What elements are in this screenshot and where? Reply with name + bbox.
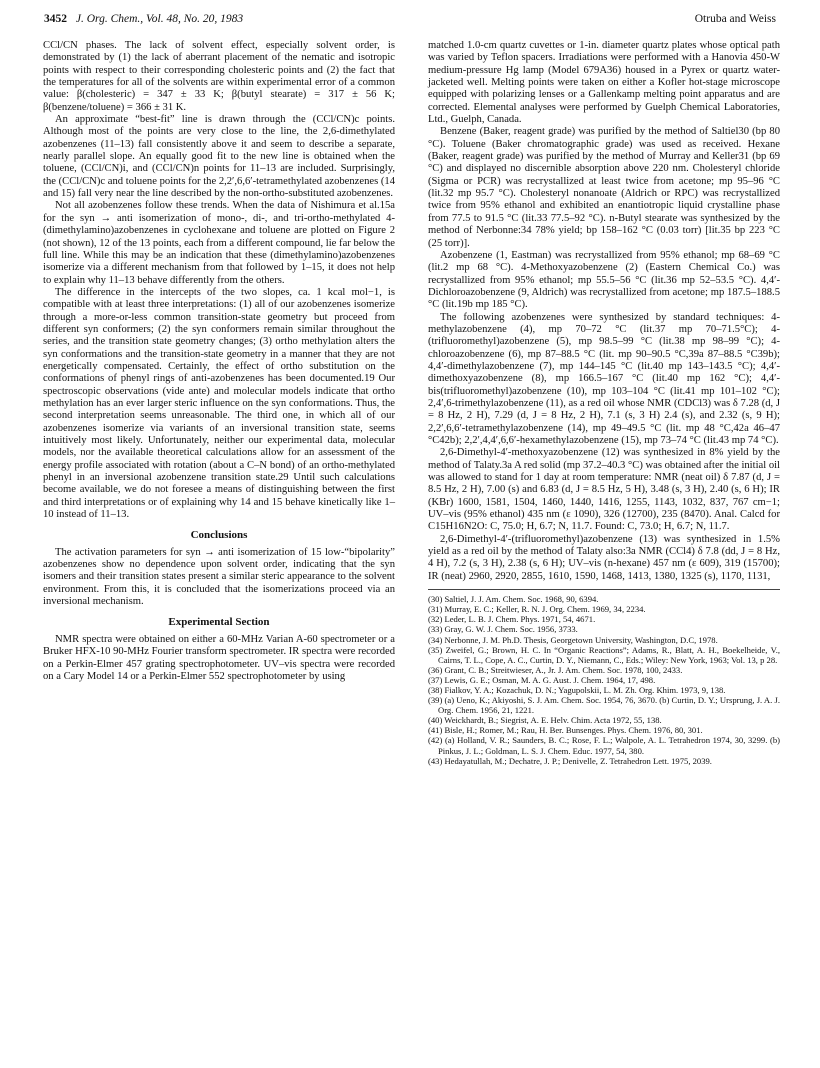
page-header <box>44 13 776 29</box>
left-column <box>43 40 395 683</box>
experimental-heading: Experimental Section <box>168 616 270 629</box>
reference-item: (39) (a) Ueno, K.; Akiyoshi, S. J. Am. Chem. Soc. 1954, 76, 3670. (b) Curtin, D. Y.; Ursprung, J. A. J. Org. Chem. 1956, 21, 1221. <box>428 695 780 716</box>
journal-citation: J. Org. Chem., Vol. 48, No. 20, 1983 <box>75 13 244 25</box>
header-left <box>44 13 243 25</box>
reference-item: (32) Leder, L. B. J. Chem. Phys. 1971, 54, 4671. <box>428 614 596 625</box>
paragraph: CCl/CN phases. The lack of solvent effect, especially solvent order, is demonstrated by (1) the lack of aberrant placement of the nematic and isotropic points with respect to their corresponding cholesteric points and (2) the fact that the temperatures for all of the solvents are within experimental error of a common value: β(cholesteric) = 347 ± 33 K; β(butyl stearate) = 317 ± 56 K; β(benzene/toluene) = 366 ± 31 K. <box>43 40 395 113</box>
paragraph: 2,6-Dimethyl-4′-(trifluoromethyl)azobenzene (13) was synthesized in 1.5% yield as a red oil by the method of Talaty also:3a NMR (CCl4) δ 7.8 (dd, J = 8 Hz, 4 H), 7.2 (s, 3 H), 2.38 (s, 6 H); UV–vis (n-hexane) 457 nm (ε 609), 319 (15700); IR (neat) 2960, 2920, 2855, 1610, 1590, 1468, 1413, 1380, 1325 (s), 1170, 1131, <box>428 533 780 582</box>
page-number: 3452 <box>44 13 67 25</box>
paragraph: 2,6-Dimethyl-4′-methoxyazobenzene (12) was synthesized in 8% yield by the method of Talaty.3a A red solid (mp 37.2–40.3 °C) was obtained after the initial oil was allowed to stand for 1 day at room temperature: NMR (neat oil) δ 7.87 (d, J = 8.5 Hz, 2 H), 7.00 (s) and 6.83 (d, J = 8.5 Hz, 5 H), 3.48 (s, 3 H), 2.40 (s, 6 H); IR (KBr) 1600, 1581, 1504, 1460, 1440, 1416, 1255, 1143, 1032, 837, 767 cm−1; UV–vis (95% ethanol) 435 nm (ε 1090), 326 (12700), 235 (8470). Anal. Calcd for C15H16N2O: C, 75.0; H, 6.7; N, 11.7. Found: C, 73.0; H, 6.7; N, 11.7. <box>428 447 780 533</box>
reference-item: (38) Fialkov, Y. A.; Kozachuk, D. N.; Yagupolskii, L. M. Zh. Org. Khim. 1973, 9, 138. <box>428 684 726 695</box>
reference-item: (34) Nerbonne, J. M. Ph.D. Thesis, Georgetown University, Washington, D.C, 1978. <box>428 634 718 645</box>
paragraph: Not all azobenzenes follow these trends. When the data of Nishimura et al.15a for the syn → anti isomerization of mono-, di-, and tri-ortho-methylated 4-(dimethylamino)azobenzenes in cyclohexane and toluene are plotted on Figure 2 (not shown), 12 of the 13 points, each from a different compound, lie far below the full line. While this may be an indication that these (dimethylamino)azobenzenes isomerize via a different mechanism from that followed by 1–15, it does not help to explain why 11–13 behave differently from the others. <box>43 200 395 286</box>
experimental-paragraph: NMR spectra were obtained on either a 60-MHz Varian A-60 spectrometer or a Bruker HFX-10 90-MHz Fourier transform spectrometer. IR spectra were recorded on a Perkin-Elmer 457 grating spectrophotometer. UV–vis spectra were recorded on a Cary Model 14 or a Perkin-Elmer 552 spectrophotometer by using <box>43 633 395 682</box>
references <box>428 589 780 766</box>
paragraph: Azobenzene (1, Eastman) was recrystallized from 95% ethanol; mp 68–69 °C (lit.2 mp 68 °C). 4-Methoxyazobenzene (2) (Eastern Chemical Co.) was recrystallized from 95% ethanol; mp 55.5–56 °C (lit.36 mp 52–53.5 °C). 4,4′-Dichloroazobenzene (9, Aldrich) was recrystallized from acetone; mp 187.5–188.5 °C (lit.19b mp 185 °C). <box>428 249 780 311</box>
reference-item: (37) Lewis, G. E.; Osman, M. A. G. Aust. J. Chem. 1964, 17, 498. <box>428 674 656 685</box>
reference-item: (31) Murray, E. C.; Keller, R. N. J. Org. Chem. 1969, 34, 2234. <box>428 604 646 615</box>
reference-item: (40) Weickhardt, B.; Siegrist, A. E. Helv. Chim. Acta 1972, 55, 138. <box>428 715 662 726</box>
conclusions-heading: Conclusions <box>190 529 248 542</box>
reference-item: (41) Bisle, H.; Romer, M.; Rau, H. Ber. Bunsenges. Phys. Chem. 1976, 80, 301. <box>428 725 703 736</box>
paragraph: matched 1.0-cm quartz cuvettes or 1-in. diameter quartz plates whose optical path was varied by Teflon spacers. Irradiations were performed with a Hanovia 450-W medium-pressure Hg lamp (Model 679A36) housed in a Pyrex or quartz water-jacketed well. Melting points were taken on either a Kofler hot-stage microscope equipped with polarizing lenses or a Gallenkamp melting point apparatus and are corrected. Elemental analyses were performed by Guelph Chemical Laboratories, Ltd., Guelph, Canada. <box>428 40 780 126</box>
conclusions-paragraph: The activation parameters for syn → anti isomerization of 15 low-“bipolarity” azobenzenes show no dependence upon solvent order, indicating that the syn isomers and their transition states present a similar steric appearance to the solvent environment. From this, it is concluded that the isomerizations proceed via an inversional mechanism. <box>43 546 395 608</box>
paragraph: The difference in the intercepts of the two slopes, ca. 1 kcal mol−1, is compatible with at least three interpretations: (1) all of our azobenzenes isomerize through a more-or-less common transition-state geometry but proceed from different syn conformers; (2) the syn conformers remain similar throughout the series, and the transition state geometry changes; (3) ortho methylation alters the syn conformations and the transition-state geometry in a manner that they are not energetically compensated. Certainly, the effect of ortho substitution on the conformations of phenyl rings of anti-azobenzenes has been documented.19 Our spectroscopic observations (vide ante) and molecular models indicate that ortho methylation has an ever larger steric influence on the syn conformations. Thus, the second interpretation seems unreasonable. The third one, in which all of our azobenzenes isomerize via variants of an inversional transition state, seems intuitively most likely. Unfortunately, neither our experimental data, molecular models, nor the available theoretical calculations allow for an assessment of the energy profile associated with rotation (about a C–N bond) of an ortho-methylated phenyl in an inversional azobenzene transition state.29 Until such calculations become available, we do not foresee a means of distinguishing between the first and third interpretations or of explaining why 14 and 15 behave kinetically like 1–10 instead of 11–13. <box>43 286 395 521</box>
reference-item: (43) Hedayatullah, M.; Dechatre, J. P.; Denivelle, Z. Tetrahedron Lett. 1975, 2039. <box>428 755 712 766</box>
reference-item: (42) (a) Holland, V. R.; Saunders, B. C.; Rose, F. L.; Walpole, A. L. Tetrahedron 1974, 30, 3299. (b) Pinkus, J. L.; Goldman, L. S. J. Chem. Educ. 1977, 54, 380. <box>428 735 780 756</box>
reference-item: (35) Zweifel, G.; Brown, H. C. In “Organic Reactions”; Adams, R., Blatt, A. H., Boekelheide, V., Cairns, T. L., Cope, A. C., Curtin, D. Y., Niemann, C., Eds.; Wiley: New York, 1963; Vol. 13, p 28. <box>428 644 780 665</box>
paragraph: Benzene (Baker, reagent grade) was purified by the method of Saltiel30 (bp 80 °C). Toluene (Baker chromatographic grade) was used as received. Hexane (Baker, reagent grade) was purified by the method of Murray and Keller31 (bp 69 °C) and displayed no discernible absorption above 220 nm. Cholesteryl chloride (Sigma or PCR) was recrystallized at least twice from acetone; mp 95–96 °C (lit.32 mp 95.7 °C). Cholesteryl nonanoate (Aldrich or RPC) was recrystallized twice from 95% ethanol and exhibited an enantiotropic liquid crystalline phase from 77.5 to 91.5 °C (lit.33 77.5–92 °C). n-Butyl stearate was synthesized by the method of Nerbonne:34 78% yield; bp 158–162 °C (0.03 torr) [lit.35 bp 223 °C (25 torr)]. <box>428 126 780 249</box>
paragraph: An approximate “best-fit” line is drawn through the (CCl/CN)c points. Although most of the points are very close to the line, the 2,6-dimethylated azobenzenes (11–13) fall consistently above it and seem to describe a separate, nearly parallel slope. An equally good fit to the new line is obtained when the toluene, (CCl/CN)i, and (CCl/CN)n points for 11–13 are included. Surprisingly, the (CCl/CN)c and toluene points for the 2,2′,6,6′-tetramethylated azobenzenes (14 and 15) fall very near the line described by the non-ortho-substituted azobenzenes. <box>43 114 395 200</box>
reference-item: (36) Grant, C. B.; Streitwieser, A., Jr. J. Am. Chem. Soc. 1978, 100, 2433. <box>428 664 683 675</box>
paragraph: The following azobenzenes were synthesized by standard techniques: 4-methylazobenzene (4), mp 70–72 °C (lit.37 mp 70–71.5°C); 4-(trifluoromethyl)azobenzene (5), mp 98.5–99 °C (lit.38 mp 98–99 °C); 4-chloroazobenzene (6), mp 87–88.5 °C (lit. mp 90–90.5 °C,39a 87–88.5 °C39b); 4,4′-dimethylazobenzene (7), mp 144–145 °C (lit.40 mp 143–143.5 °C); 4,4′-dimethoxyazobenzene (8), mp 166.5–167 °C (lit.40 mp 162 °C); 4,4′-bis(trifluoromethyl)azobenzene (10), mp 103–104 °C (lit.41 mp 101–102 °C); 2,4′,6-trimethylazobenzene (11), as a red oil whose NMR (CDCl3) was δ 7.28 (d, J = 8 Hz, 2 H), 7.29 (d, J = 8 Hz, 2 H), 7.1 (s, 3 H) 2.4 (s), and 2.32 (s, 9 H); 2,2′,6,6′-tetramethylazobenzene (14), mp 49–49.5 °C (lit. mp 48 °C,42a 46–47 °C42b); 2,2′,4,4′,6,6′-hexamethylazobenzene (15), mp 73–74 °C (lit.43 mp 74 °C). <box>428 311 780 446</box>
reference-item: (30) Saltiel, J. J. Am. Chem. Soc. 1968, 90, 6394. <box>428 594 599 605</box>
header-authors: Otruba and Weiss <box>694 13 776 25</box>
reference-item: (33) Gray, G. W. J. Chem. Soc. 1956, 3733. <box>428 624 578 635</box>
right-column <box>428 40 780 766</box>
